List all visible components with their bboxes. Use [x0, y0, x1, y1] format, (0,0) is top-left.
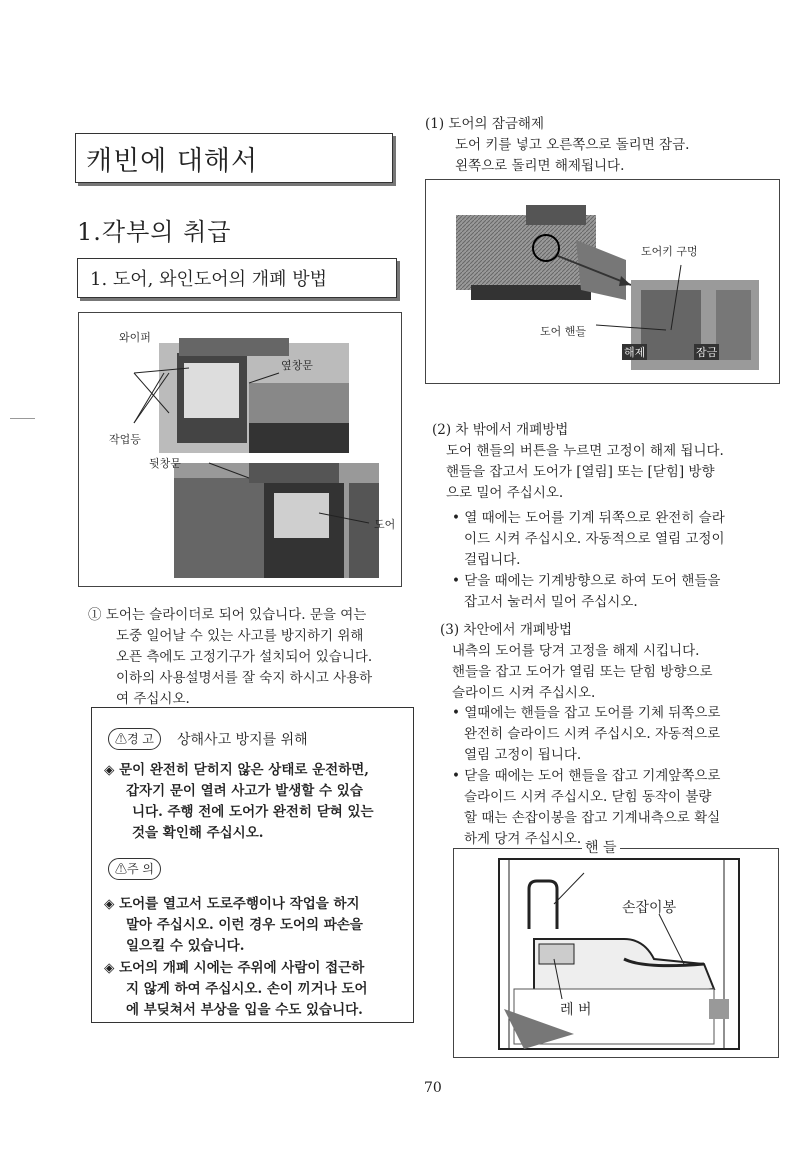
label-door-handle: 도어 핸들 — [540, 325, 587, 338]
label-handle: 핸 들 — [582, 837, 620, 857]
section-3-line: 내측의 도어를 당겨 고정을 해제 시킵니다. — [452, 643, 700, 659]
cabin-illustration — [79, 313, 400, 585]
warning-heading: 상해사고 방지를 위해 — [177, 732, 308, 748]
label-unlock: 해제 — [624, 346, 646, 359]
figure-door-key — [425, 179, 780, 384]
label-wiper: 와이퍼 — [119, 331, 151, 344]
section-1-line: 왼쪽으로 돌리면 해제됩니다. — [455, 158, 625, 174]
bullet-line: 하게 당겨 주십시오. — [464, 831, 582, 847]
label-door: 도어 — [374, 518, 396, 531]
note-line: 이하의 사용설명서를 잘 숙지 하시고 사용하 — [116, 670, 373, 686]
warning-badge: ⚠경 고 — [108, 728, 161, 750]
section-3-line: 핸들을 잡고 도어가 열림 또는 닫힘 방향으로 — [452, 664, 713, 680]
chapter-title: 캐빈에 대해서 — [86, 145, 259, 177]
note-line: 여 주십시오. — [116, 691, 190, 707]
bullet-line: • 열 때에는 도어를 기계 뒤쪽으로 완전히 슬라 — [452, 510, 725, 526]
bullet-line: • 닫을 때에는 도어 핸들을 잡고 기계앞쪽으로 — [452, 768, 721, 784]
cabin-interior-illustration — [454, 849, 777, 1056]
note-line: 도중 일어날 수 있는 사고를 방지하기 위해 — [116, 628, 364, 644]
warning-line: ◈ 도어의 개폐 시에는 주위에 사람이 접근하 — [104, 960, 365, 976]
door-key-illustration — [426, 180, 778, 382]
label-grab-bar: 손잡이봉 — [622, 900, 677, 916]
page-number: 70 — [424, 1080, 442, 1096]
bullet-line: 이드 시켜 주십시오. 자동적으로 열림 고정이 — [464, 531, 725, 547]
bullet-line: 슬라이드 시켜 주십시오. 닫힘 동작이 불량 — [464, 789, 712, 805]
warning-line: ◈ 문이 완전히 닫히지 않은 상태로 운전하면, — [104, 762, 369, 778]
section-2-bullets — [452, 508, 725, 613]
section-1-heading: (1) 도어의 잠금해제 — [425, 116, 544, 132]
warning-line: 니다. 주행 전에 도어가 완전히 닫혀 있는 — [132, 804, 374, 820]
bullet-line: 걸립니다. — [464, 552, 521, 568]
warning-line: 일으킬 수 있습니다. — [126, 938, 245, 954]
bullet-line: 할 때는 손잡이봉을 잡고 기계내측으로 확실 — [464, 810, 721, 826]
subsection-title: 1. 도어, 와인도어의 개폐 방법 — [90, 269, 328, 290]
caution-badge: ⚠주 의 — [108, 858, 161, 880]
bullet-line: • 닫을 때에는 기계방향으로 하여 도어 핸들을 — [452, 573, 721, 589]
section-2 — [432, 420, 724, 504]
warning-line: 지 않게 하여 주십시오. 손이 끼거나 도어 — [126, 981, 368, 997]
note-line: 오픈 측에도 고정기구가 설치되어 있습니다. — [116, 649, 373, 665]
label-keyhole: 도어키 구멍 — [641, 245, 698, 258]
section-3-bullets — [452, 703, 720, 850]
label-rear-window: 뒷창문 — [149, 457, 181, 470]
section-2-heading: (2) 차 밖에서 개폐방법 — [432, 422, 569, 438]
label-lock: 잠금 — [696, 346, 718, 359]
section-heading: 1.각부의 취급 — [77, 218, 232, 246]
section-3-line: 슬라이드 시켜 주십시오. — [452, 685, 596, 701]
section-2-line: 으로 밀어 주십시오. — [446, 485, 564, 501]
subsection-title-box — [77, 258, 397, 298]
section-3 — [440, 620, 713, 704]
warning-line: 에 부딪쳐서 부상을 입을 수도 있습니다. — [126, 1002, 363, 1018]
section-1-line: 도어 키를 넣고 오른쪽으로 돌리면 잠금. — [455, 137, 690, 153]
warning-line: ◈ 도어를 열고서 도로주행이나 작업을 하지 — [104, 896, 360, 912]
warning-item-3 — [104, 958, 368, 1021]
section-3-heading: (3) 차안에서 개폐방법 — [440, 622, 573, 638]
section-2-line: 도어 핸들의 버튼을 누르면 고정이 해제 됩니다. — [446, 443, 724, 459]
chapter-title-box — [75, 133, 393, 183]
warning-line: 것을 확인해 주십시오. — [132, 825, 264, 841]
warning-line: 말아 주십시오. 이런 경우 도어의 파손을 — [126, 917, 363, 933]
margin-mark — [10, 418, 35, 419]
note-line: ① 도어는 슬라이더로 되어 있습니다. 문을 여는 — [88, 607, 367, 623]
section-1 — [425, 114, 689, 177]
warning-item-1 — [104, 760, 374, 844]
warning-box — [91, 707, 414, 1023]
bullet-line: • 열때에는 핸들을 잡고 도어를 기체 뒤쪽으로 — [452, 705, 721, 721]
figure-cabin-overview — [78, 312, 402, 587]
bullet-line: 열림 고정이 됩니다. — [464, 747, 582, 763]
label-work-light: 작업등 — [109, 433, 141, 446]
label-side-window: 옆창문 — [281, 359, 313, 372]
warning-item-2 — [104, 894, 363, 957]
bullet-line: 잡고서 눌러서 밀어 주십시오. — [464, 594, 638, 610]
warning-line: 갑자기 문이 열려 사고가 발생할 수 있습 — [126, 783, 363, 799]
figure-cabin-interior — [453, 840, 779, 1058]
label-lever: 레 버 — [557, 999, 595, 1019]
note-paragraph — [88, 605, 372, 710]
section-2-line: 핸들을 잡고서 도어가 [열림] 또는 [닫힘] 방향 — [446, 464, 715, 480]
bullet-line: 완전히 슬라이드 시켜 주십시오. 자동적으로 — [464, 726, 721, 742]
